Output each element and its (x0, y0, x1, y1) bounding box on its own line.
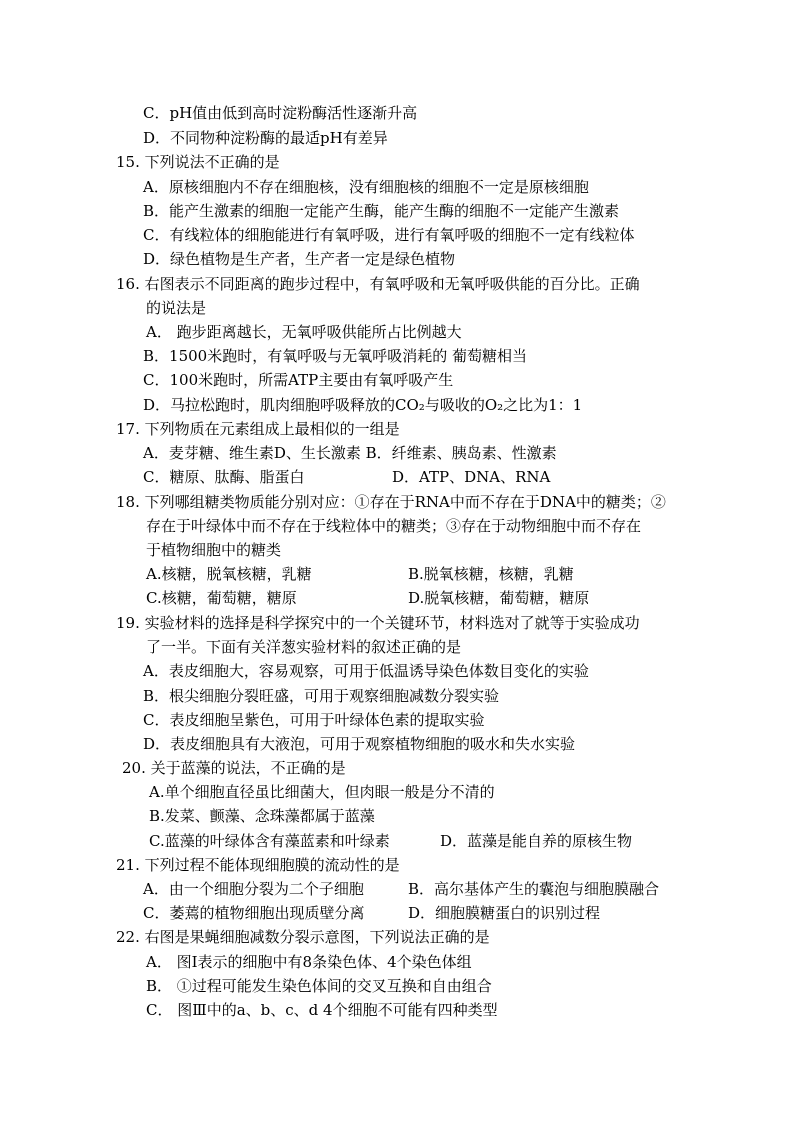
text-line: C．pH值由低到高时淀粉酶活性逐渐升高 (143, 104, 418, 122)
text-line: B． ①过程可能发生染色体间的交叉互换和自由组合 (146, 977, 492, 995)
option-item: C.核糖，葡萄糖，糖原 (146, 589, 297, 607)
text-line: A.单个细胞直径虽比细菌大，但肉眼一般是分不清的 (149, 783, 495, 801)
text-line: 了一半。下面有关洋葱实验材料的叙述正确的是 (146, 638, 462, 656)
text-line: C．有线粒体的细胞能进行有氧呼吸，进行有氧呼吸的细胞不一定有线粒体 (143, 226, 635, 244)
text-line: A．麦芽糖、维生素D、生长激素 B．纤维素、胰岛素、性激素 (143, 444, 557, 462)
text-line: B．能产生激素的细胞一定能产生酶，能产生酶的细胞不一定能产生激素 (143, 202, 620, 220)
text-line: 15. 下列说法不正确的是 (116, 153, 280, 171)
text-line: D．马拉松跑时，肌肉细胞呼吸释放的CO₂与吸收的O₂之比为1：1 (143, 396, 583, 414)
text-line: A． 图Ⅰ表示的细胞中有8条染色体、4个染色体组 (146, 953, 472, 971)
text-line: C．表皮细胞呈紫色，可用于叶绿体色素的提取实验 (143, 711, 485, 729)
option-item: B．高尔基体产生的囊泡与细胞膜融合 (408, 880, 660, 898)
text-line: 19. 实验材料的选择是科学探究中的一个关键环节，材料选对了就等于实验成功 (116, 614, 640, 632)
option-item: D．蓝藻是能自养的原核生物 (440, 832, 633, 850)
option-item: A.核糖，脱氧核糖，乳糖 (146, 565, 312, 583)
text-line: A．原核细胞内不存在细胞核，没有细胞核的细胞不一定是原核细胞 (143, 178, 589, 196)
text-line: 22. 右图是果蝇细胞减数分裂示意图，下列说法正确的是 (116, 928, 490, 946)
text-line: 于植物细胞中的糖类 (146, 541, 282, 559)
text-line: 的说法是 (146, 299, 207, 317)
option-item: A．由一个细胞分裂为二个子细胞 (143, 880, 364, 898)
option-item: D．ATP、DNA、RNA (392, 468, 551, 486)
text-line: A．表皮细胞大，容易观察，可用于低温诱导染色体数目变化的实验 (143, 662, 589, 680)
option-item: D.脱氧核糖，葡萄糖，糖原 (408, 589, 590, 607)
text-line: C．100米跑时，所需ATP主要由有氧呼吸产生 (143, 371, 454, 389)
option-item: C．萎蔫的植物细胞出现质壁分离 (143, 904, 365, 922)
text-line: D．不同物种淀粉酶的最适pH有差异 (143, 129, 388, 147)
text-line: B.发菜、颤藻、念珠藻都属于蓝藻 (149, 807, 375, 825)
option-item: C.蓝藻的叶绿体含有藻蓝素和叶绿素 (149, 832, 390, 850)
option-item: B.脱氧核糖，核糖，乳糖 (408, 565, 574, 583)
text-line: 18. 下列哪组糖类物质能分别对应：①存在于RNA中而不存在于DNA中的糖类；② (116, 493, 666, 511)
text-line: B．1500米跑时，有氧呼吸与无氧呼吸消耗的 葡萄糖相当 (143, 347, 527, 365)
text-line: B．根尖细胞分裂旺盛，可用于观察细胞减数分裂实验 (143, 687, 500, 705)
text-line: D．绿色植物是生产者，生产者一定是绿色植物 (143, 250, 456, 268)
text-line: 存在于叶绿体中而不存在于线粒体中的糖类；③存在于动物细胞中而不存在 (146, 517, 642, 535)
option-item: D．细胞膜糖蛋白的识别过程 (408, 904, 601, 922)
text-line: 17. 下列物质在元素组成上最相似的一组是 (116, 420, 400, 438)
text-line: A． 跑步距离越长，无氧呼吸供能所占比例越大 (146, 323, 462, 341)
text-line: D．表皮细胞具有大液泡，可用于观察植物细胞的吸水和失水实验 (143, 735, 576, 753)
text-line: C． 图Ⅲ中的a、b、c、d 4个细胞不可能有四种类型 (146, 1001, 498, 1019)
text-line: 21. 下列过程不能体现细胞膜的流动性的是 (116, 856, 400, 874)
option-item: C．糖原、肽酶、脂蛋白 (143, 468, 305, 486)
text-line: 16. 右图表示不同距离的跑步过程中，有氧呼吸和无氧呼吸供能的百分比。正确 (116, 275, 640, 293)
text-line: 20. 关于蓝藻的说法，不正确的是 (122, 759, 346, 777)
